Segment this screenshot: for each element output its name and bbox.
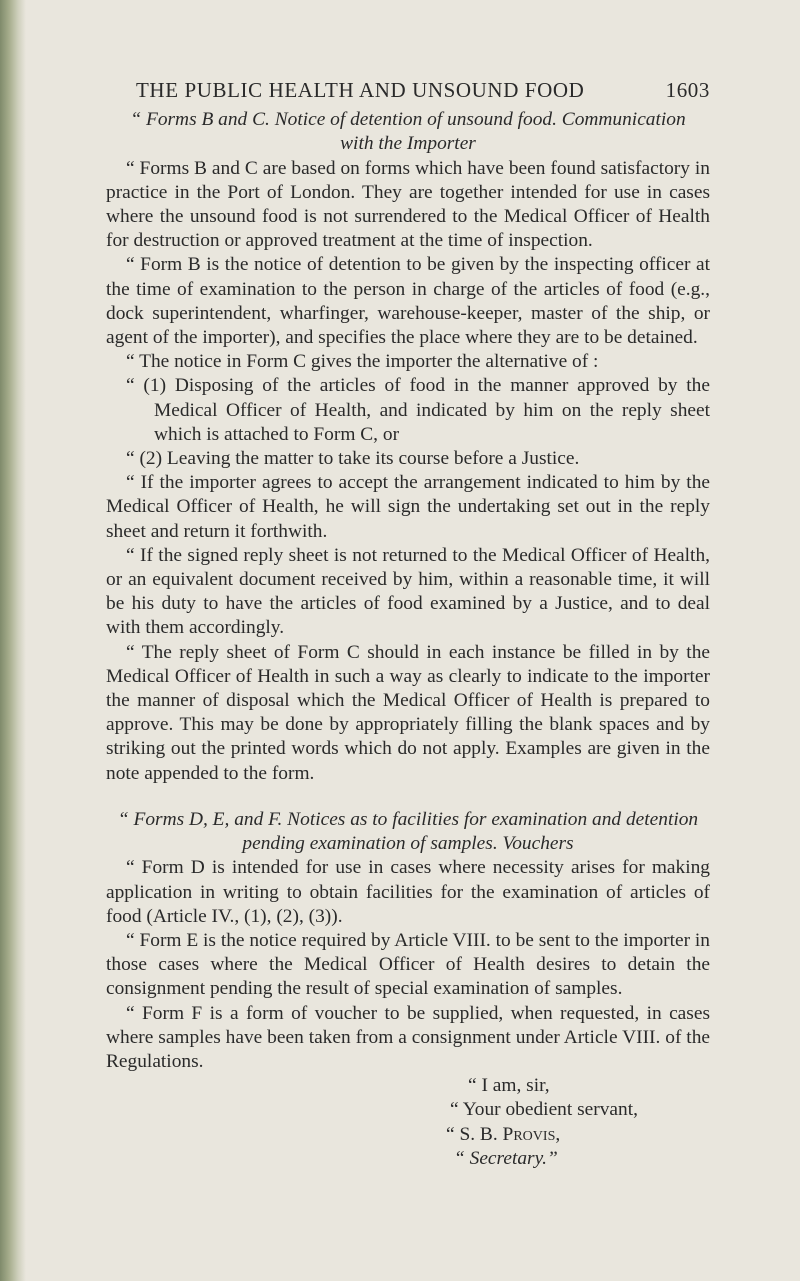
paragraph: “ Form D is intended for use in cases where necessity arises for making application in writing to obtain facilities for the examination of articles of food (Article IV., (1), (2), (3)). [106, 857, 710, 927]
paragraph: “ Form B is the notice of detention to be given by the inspecting officer at the time of examination to the person in charge of the articles of food (e.g., dock superintendent, wharfinger, warehouse-keeper, master of the ship, or agent of the importer), and specifies the place where they are to be detained. [106, 254, 710, 349]
section-forms-d-e-f [106, 808, 710, 1074]
running-head [136, 78, 710, 102]
running-head-title: THE PUBLIC HEALTH AND UNSOUND FOOD [136, 78, 585, 102]
closing-salutation: “ I am, sir, [468, 1075, 550, 1097]
page-number: 1603 [665, 78, 710, 102]
section-gap [106, 786, 710, 808]
section-forms-b-c [106, 108, 710, 786]
signatory-title: “ Secretary.” [454, 1147, 558, 1169]
paragraph: “ The notice in Form C gives the importer the alternative of : [126, 351, 599, 373]
paragraph: “ Forms B and C are based on forms which have been found satisfactory in practice in the Port of London. They are together intended for use in cases where the unsound food is not surrendered to the Medical Officer of Health for destruction or approved treatment at the time of inspection. [106, 157, 710, 252]
binding-edge [0, 0, 26, 1281]
section-heading: “ Forms D, E, and F. Notices as to facilities for examination and detention [117, 808, 699, 830]
signatory-name: “ S. B. Provis, [446, 1123, 561, 1145]
section-heading: “ Forms B and C. Notice of detention of unsound food. Communication [130, 109, 686, 131]
paragraph: “ Form F is a form of voucher to be supplied, when requested, in cases where samples have been taken from a consignment under Article VIII. of the Regulations. [106, 1002, 710, 1072]
list-item: “ (1) Disposing of the articles of food in the manner approved by the Medical Officer of Health, and indicated by him on the reply sheet which is attached to Form C, or [126, 375, 710, 445]
paragraph: “ The reply sheet of Form C should in each instance be filled in by the Medical Officer of Health in such a way as clearly to indicate to the importer the manner of disposal which the Medical Officer of Health is prepared to approve. This may be done by appropriately filling the blank spaces and by striking out the printed words which do not apply. Examples are given in the note appended to the form. [106, 641, 710, 784]
paragraph: “ If the importer agrees to accept the arrangement indicated to him by the Medical Officer of Health, he will sign the undertaking set out in the reply sheet and return it forthwith. [106, 472, 710, 542]
signature-block [106, 1074, 710, 1171]
paragraph: “ Form E is the notice required by Article VIII. to be sent to the importer in those cases where the Medical Officer of Health desires to detain the consignment pending the result of special examination of samples. [106, 929, 710, 1000]
section-heading-continued: pending examination of samples. Vouchers [242, 833, 574, 855]
book-page [106, 78, 710, 1171]
section-heading-continued: with the Importer [340, 133, 476, 155]
list-item: “ (2) Leaving the matter to take its course before a Justice. [126, 448, 580, 470]
paragraph: “ If the signed reply sheet is not returned to the Medical Officer of Health, or an equivalent document received by him, within a reasonable time, it will be his duty to have the articles of food examined by a Justice, and to deal with them accordingly. [106, 544, 710, 639]
closing-phrase: “ Your obedient servant, [450, 1099, 638, 1121]
